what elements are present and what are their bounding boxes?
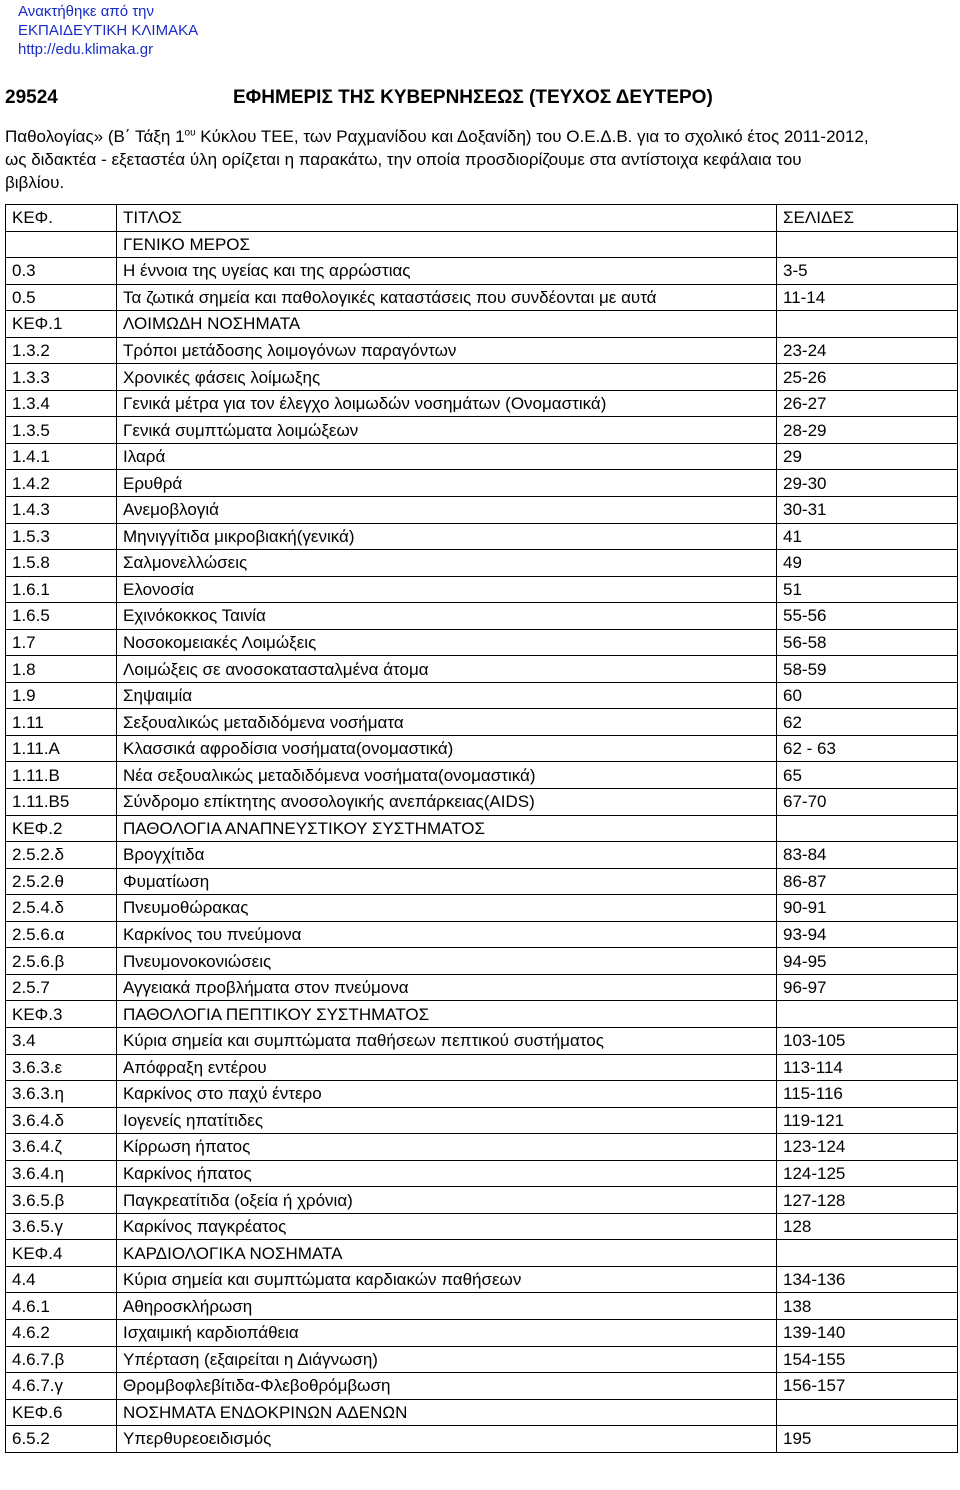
row-pages: 25-26 (777, 364, 958, 391)
table-row (6, 921, 958, 948)
row-title: Υπέρταση (εξαιρείται η Διάγνωση) (117, 1346, 777, 1373)
table-row (6, 709, 958, 736)
syllabus-table (5, 204, 958, 1453)
row-title: Ερυθρά (117, 470, 777, 497)
table-row (6, 1107, 958, 1134)
row-pages: 65 (777, 762, 958, 789)
row-chapter: 6.5.2 (6, 1426, 117, 1453)
intro-superscript: ου (184, 127, 196, 139)
row-chapter: 0.3 (6, 258, 117, 285)
row-chapter: 1.3.4 (6, 390, 117, 417)
row-pages: 123-124 (777, 1134, 958, 1161)
row-pages: 103-105 (777, 1027, 958, 1054)
row-pages: 96-97 (777, 974, 958, 1001)
table-row (6, 1266, 958, 1293)
row-chapter: 4.6.7.β (6, 1346, 117, 1373)
intro-paragraph (5, 125, 955, 194)
row-title: Κύρια σημεία και συμπτώματα καρδιακών παθήσεων (117, 1266, 777, 1293)
row-pages: 11-14 (777, 284, 958, 311)
row-chapter: 3.6.4.δ (6, 1107, 117, 1134)
row-pages: 156-157 (777, 1373, 958, 1400)
intro-line-2: ως διδακτέα - εξεταστέα ύλη ορίζεται η παρακάτω, την οποία προσδιορίζουμε στα αντίστοιχα κεφάλαια του (5, 150, 802, 169)
row-pages: 124-125 (777, 1160, 958, 1187)
row-title: Αθηροσκλήρωση (117, 1293, 777, 1320)
row-pages: 3-5 (777, 258, 958, 285)
row-title: Λοιμώξεις σε ανοσοκατασταλμένα άτομα (117, 656, 777, 683)
row-chapter: 1.11 (6, 709, 117, 736)
row-chapter (6, 231, 117, 258)
watermark-line-1: Ανακτήθηκε από την (18, 3, 155, 20)
row-chapter: 1.6.5 (6, 603, 117, 630)
row-chapter: ΚΕΦ.3 (6, 1001, 117, 1028)
row-chapter: 3.4 (6, 1027, 117, 1054)
row-pages: 93-94 (777, 921, 958, 948)
row-pages: 86-87 (777, 868, 958, 895)
row-chapter: 4.6.2 (6, 1319, 117, 1346)
row-chapter: 4.6.7.γ (6, 1373, 117, 1400)
row-chapter: 3.6.5.β (6, 1187, 117, 1214)
row-title: ΚΑΡΔΙΟΛΟΓΙΚΑ ΝΟΣΗΜΑΤΑ (117, 1240, 777, 1267)
row-title: Καρκίνος παγκρέατος (117, 1213, 777, 1240)
row-chapter: 1.8 (6, 656, 117, 683)
row-title: Βρογχίτιδα (117, 842, 777, 869)
table-row (6, 682, 958, 709)
row-title: Τα ζωτικά σημεία και παθολογικές καταστάσεις που συνδέονται με αυτά (117, 284, 777, 311)
row-chapter: ΚΕΦ.4 (6, 1240, 117, 1267)
row-pages: 58-59 (777, 656, 958, 683)
table-row (6, 497, 958, 524)
row-chapter: 1.4.1 (6, 443, 117, 470)
table-row (6, 470, 958, 497)
row-title: Ελονοσία (117, 576, 777, 603)
row-pages: 62 - 63 (777, 735, 958, 762)
row-title: Νοσοκομειακές Λοιμώξεις (117, 629, 777, 656)
table-row (6, 656, 958, 683)
row-pages: 127-128 (777, 1187, 958, 1214)
row-chapter: 1.5.3 (6, 523, 117, 550)
table-row (6, 815, 958, 842)
row-pages: 67-70 (777, 789, 958, 816)
row-chapter: 1.11.Α (6, 735, 117, 762)
row-title: Υπερθυρεοειδισμός (117, 1426, 777, 1453)
row-pages: 119-121 (777, 1107, 958, 1134)
table-row (6, 1346, 958, 1373)
table-row (6, 762, 958, 789)
table-row (6, 443, 958, 470)
row-title: Σαλμονελλώσεις (117, 550, 777, 577)
row-pages: 94-95 (777, 948, 958, 975)
row-title: Γενικά συμπτώματα λοιμώξεων (117, 417, 777, 444)
row-title: ΠΑΘΟΛΟΓΙΑ ΑΝΑΠΝΕΥΣΤΙΚΟΥ ΣΥΣΤΗΜΑΤΟΣ (117, 815, 777, 842)
row-chapter: 4.6.1 (6, 1293, 117, 1320)
row-pages: 23-24 (777, 337, 958, 364)
gazette-title: ΕΦΗΜΕΡΙΣ ΤΗΣ ΚΥΒΕΡΝΗΣΕΩΣ (ΤΕΥΧΟΣ ΔΕΥΤΕΡΟ) (233, 87, 713, 108)
table-row (6, 974, 958, 1001)
row-pages: 90-91 (777, 895, 958, 922)
row-title: Καρκίνος του πνεύμονα (117, 921, 777, 948)
row-title: Ισχαιμική καρδιοπάθεια (117, 1319, 777, 1346)
table-row (6, 1319, 958, 1346)
intro-line-1-start: Παθολογίας» (Β΄ Τάξη 1 (5, 127, 185, 146)
row-chapter: 2.5.6.α (6, 921, 117, 948)
table-row (6, 337, 958, 364)
row-chapter: ΚΕΦ.2 (6, 815, 117, 842)
row-pages: 28-29 (777, 417, 958, 444)
row-pages (777, 1001, 958, 1028)
row-pages: 49 (777, 550, 958, 577)
table-row (6, 1160, 958, 1187)
table-row (6, 603, 958, 630)
row-pages: 30-31 (777, 497, 958, 524)
row-pages: 29-30 (777, 470, 958, 497)
table-row (6, 311, 958, 338)
table-row (6, 523, 958, 550)
table-row (6, 1187, 958, 1214)
table-row (6, 1293, 958, 1320)
table-row (6, 1054, 958, 1081)
row-title: Ιλαρά (117, 443, 777, 470)
row-pages: 195 (777, 1426, 958, 1453)
header-chapter: ΚΕΦ. (6, 205, 117, 232)
row-chapter: ΚΕΦ.6 (6, 1399, 117, 1426)
row-chapter: 1.11.Β (6, 762, 117, 789)
table-row (6, 1081, 958, 1108)
row-title: Κίρρωση ήπατος (117, 1134, 777, 1161)
table-row (6, 284, 958, 311)
table-row (6, 1399, 958, 1426)
row-title: Κύρια σημεία και συμπτώματα παθήσεων πεπτικού συστήματος (117, 1027, 777, 1054)
row-title: Ανεμοβλογιά (117, 497, 777, 524)
row-title: ΓΕΝΙΚΟ ΜΕΡΟΣ (117, 231, 777, 258)
header-pages: ΣΕΛΙΔΕΣ (777, 205, 958, 232)
row-chapter: 2.5.6.β (6, 948, 117, 975)
page-number: 29524 (5, 87, 58, 108)
row-title: Φυματίωση (117, 868, 777, 895)
row-title: Κλασσικά αφροδίσια νοσήματα(ονομαστικά) (117, 735, 777, 762)
table-row (6, 576, 958, 603)
table-row (6, 895, 958, 922)
row-pages: 60 (777, 682, 958, 709)
row-title: Μηνιγγίτιδα μικροβιακή(γενικά) (117, 523, 777, 550)
row-chapter: 4.4 (6, 1266, 117, 1293)
table-header-row (6, 205, 958, 232)
row-title: Γενικά μέτρα για τον έλεγχο λοιμωδών νοσημάτων (Ονομαστικά) (117, 390, 777, 417)
row-title: Νέα σεξουαλικώς μεταδιδόμενα νοσήματα(ονομαστικά) (117, 762, 777, 789)
row-title: Πνευμονοκονιώσεις (117, 948, 777, 975)
table-row (6, 417, 958, 444)
table-row (6, 231, 958, 258)
table-row (6, 1213, 958, 1240)
row-pages: 139-140 (777, 1319, 958, 1346)
row-title: Σύνδρομο επίκτητης ανοσολογικής ανεπάρκειας(AIDS) (117, 789, 777, 816)
page-header (5, 87, 955, 113)
row-pages: 128 (777, 1213, 958, 1240)
table-row (6, 364, 958, 391)
intro-line-1-end: Κύκλου ΤΕΕ, των Ραχμανίδου και Δοξανίδη) του Ο.Ε.Δ.Β. για το σχολικό έτος 2011-2012, (195, 127, 869, 146)
row-pages (777, 815, 958, 842)
row-chapter: 1.6.1 (6, 576, 117, 603)
row-pages (777, 311, 958, 338)
row-chapter: 2.5.7 (6, 974, 117, 1001)
table-row (6, 1134, 958, 1161)
row-pages: 56-58 (777, 629, 958, 656)
row-chapter: 2.5.4.δ (6, 895, 117, 922)
table-row (6, 629, 958, 656)
row-chapter: 3.6.3.ε (6, 1054, 117, 1081)
row-chapter: 1.3.2 (6, 337, 117, 364)
row-title: Απόφραξη εντέρου (117, 1054, 777, 1081)
row-chapter: 2.5.2.δ (6, 842, 117, 869)
row-chapter: 3.6.5.γ (6, 1213, 117, 1240)
row-chapter: 1.4.3 (6, 497, 117, 524)
row-title: ΝΟΣΗΜΑΤΑ ΕΝΔΟΚΡΙΝΩΝ ΑΔΕΝΩΝ (117, 1399, 777, 1426)
row-chapter: 2.5.2.θ (6, 868, 117, 895)
row-pages: 55-56 (777, 603, 958, 630)
row-pages: 51 (777, 576, 958, 603)
row-pages: 138 (777, 1293, 958, 1320)
row-title: Η έννοια της υγείας και της αρρώστιας (117, 258, 777, 285)
row-pages (777, 231, 958, 258)
table-row (6, 789, 958, 816)
row-chapter: ΚΕΦ.1 (6, 311, 117, 338)
table-row (6, 550, 958, 577)
row-chapter: 3.6.3.η (6, 1081, 117, 1108)
row-title: Χρονικές φάσεις λοίμωξης (117, 364, 777, 391)
row-title: Αγγειακά προβλήματα στον πνεύμονα (117, 974, 777, 1001)
row-pages: 41 (777, 523, 958, 550)
row-chapter: 3.6.4.η (6, 1160, 117, 1187)
row-title: Καρκίνος ήπατος (117, 1160, 777, 1187)
table-row (6, 948, 958, 975)
table-row (6, 1001, 958, 1028)
table-row (6, 258, 958, 285)
row-title: Πνευμοθώρακας (117, 895, 777, 922)
row-title: ΛΟΙΜΩΔΗ ΝΟΣΗΜΑΤΑ (117, 311, 777, 338)
table-row (6, 1027, 958, 1054)
row-pages: 83-84 (777, 842, 958, 869)
row-pages: 115-116 (777, 1081, 958, 1108)
table-row (6, 1426, 958, 1453)
row-chapter: 1.7 (6, 629, 117, 656)
row-pages (777, 1240, 958, 1267)
intro-line-1 (5, 125, 955, 148)
row-chapter: 1.5.8 (6, 550, 117, 577)
row-chapter: 1.3.3 (6, 364, 117, 391)
row-title: ΠΑΘΟΛΟΓΙΑ ΠΕΠΤΙΚΟΥ ΣΥΣΤΗΜΑΤΟΣ (117, 1001, 777, 1028)
row-title: Καρκίνος στο παχύ έντερο (117, 1081, 777, 1108)
row-title: Παγκρεατίτιδα (οξεία ή χρόνια) (117, 1187, 777, 1214)
row-chapter: 1.11.Β5 (6, 789, 117, 816)
intro-line-3: βιβλίου. (5, 173, 65, 192)
row-chapter: 0.5 (6, 284, 117, 311)
row-chapter: 1.9 (6, 682, 117, 709)
table-row (6, 842, 958, 869)
row-pages: 113-114 (777, 1054, 958, 1081)
row-title: Σεξουαλικώς μεταδιδόμενα νοσήματα (117, 709, 777, 736)
row-pages (777, 1399, 958, 1426)
header-title: ΤΙΤΛΟΣ (117, 205, 777, 232)
watermark-link[interactable]: http://edu.klimaka.gr (18, 41, 154, 58)
syllabus-table-body (6, 205, 958, 1453)
row-pages: 62 (777, 709, 958, 736)
row-pages: 29 (777, 443, 958, 470)
row-title: Εχινόκοκκος Ταινία (117, 603, 777, 630)
table-row (6, 390, 958, 417)
table-row (6, 1240, 958, 1267)
table-row (6, 1373, 958, 1400)
row-title: Θρομβοφλεβίτιδα-Φλεβοθρόμβωση (117, 1373, 777, 1400)
watermark-line-2: ΕΚΠΑΙΔΕΥΤΙΚΗ ΚΛΙΜΑΚΑ (18, 22, 199, 39)
table-row (6, 735, 958, 762)
row-chapter: 1.4.2 (6, 470, 117, 497)
row-title: Ιογενείς ηπατίτιδες (117, 1107, 777, 1134)
row-chapter: 3.6.4.ζ (6, 1134, 117, 1161)
row-title: Σηψαιμία (117, 682, 777, 709)
row-pages: 154-155 (777, 1346, 958, 1373)
row-title: Τρόποι μετάδοσης λοιμογόνων παραγόντων (117, 337, 777, 364)
row-chapter: 1.3.5 (6, 417, 117, 444)
row-pages: 134-136 (777, 1266, 958, 1293)
row-pages: 26-27 (777, 390, 958, 417)
table-row (6, 868, 958, 895)
watermark (18, 2, 198, 59)
